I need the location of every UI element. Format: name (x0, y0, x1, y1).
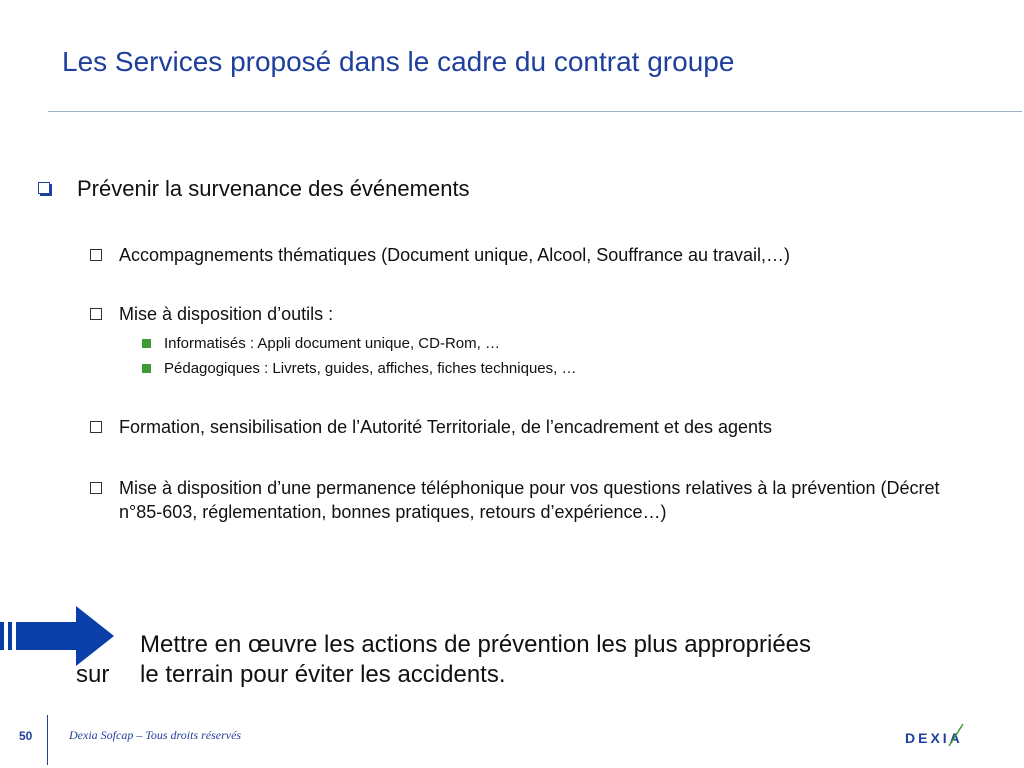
checkbox-bullet-icon (38, 182, 50, 194)
title-divider (48, 111, 1022, 112)
bullet-item-2 (90, 302, 980, 326)
bullet-item-text: Formation, sensibilisation de l’Autorité Territoriale, de l’encadrement et des agents (119, 417, 773, 437)
conclusion-line-2: le terrain pour éviter les accidents. (140, 661, 506, 688)
bullet-item-text: Mise à disposition d’une permanence téléphonique pour vos questions relatives à la prévention (Décret n°85-603, réglementation, bonnes pratiques, retours d’expérience…) (119, 478, 940, 522)
conclusion-line-1: Mettre en œuvre les actions de prévention les plus appropriées (140, 631, 812, 658)
square-outline-icon (90, 482, 102, 494)
sub-bullet-text: Informatisés : Appli document unique, CD-Rom, … (164, 335, 500, 352)
bullet-item-4 (90, 476, 980, 524)
square-outline-icon (90, 421, 102, 433)
bullet-item-3 (90, 415, 980, 439)
green-square-icon (142, 364, 151, 373)
page-number: 50 (19, 729, 33, 743)
bullet-item-1 (90, 243, 980, 267)
bullet-item-text: Mise à disposition d’outils : (119, 304, 334, 324)
dexia-logo (905, 722, 977, 750)
conclusion-prefix: sur (76, 661, 110, 688)
main-bullet-text: Prévenir la survenance des événements (77, 176, 470, 201)
square-outline-icon (90, 308, 102, 320)
bullet-item-text: Accompagnements thématiques (Document unique, Alcool, Souffrance au travail,…) (119, 245, 791, 265)
conclusion-text (76, 630, 811, 690)
footer-copyright: Dexia Sofcap – Tous droits réservés (69, 728, 242, 742)
footer-divider (47, 715, 48, 765)
green-square-icon (142, 339, 151, 348)
sub-bullet-text: Pédagogiques : Livrets, guides, affiches, fiches techniques, … (164, 360, 577, 377)
logo-text: DEXIA (905, 730, 963, 746)
slide-title: Les Services proposé dans le cadre du contrat groupe (62, 46, 735, 77)
square-outline-icon (90, 249, 102, 261)
